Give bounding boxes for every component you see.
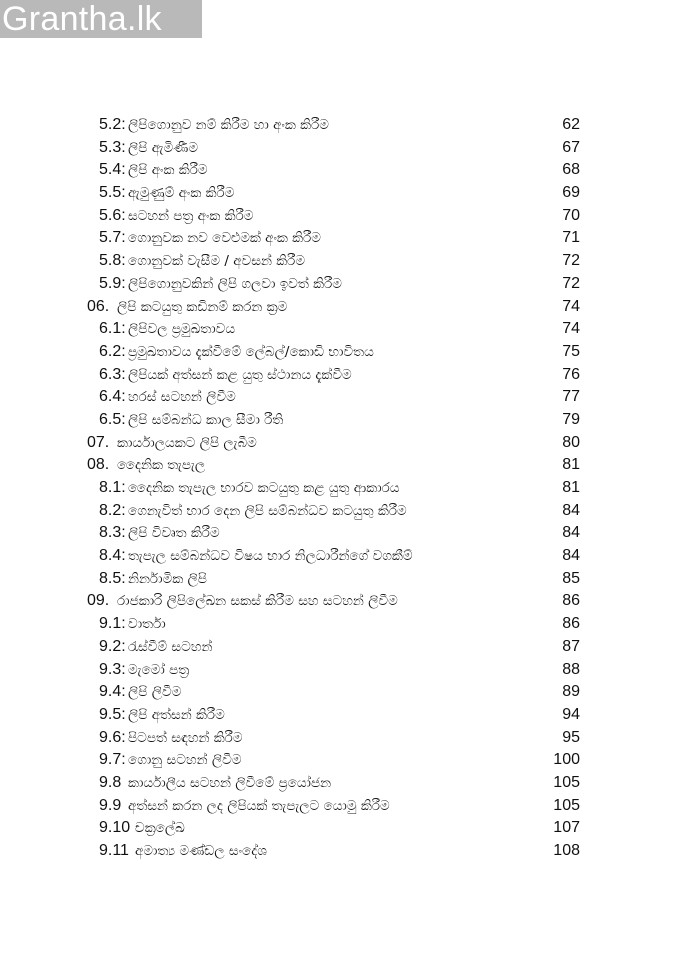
toc-entry-page: 86 [562,615,580,633]
toc-entry-number: 6.5: [99,410,126,428]
toc-entry [0,795,676,818]
toc-entry-title: ලිපියක් අත්සන් කළ යුතු ස්ථානය දැක්වීම [128,366,352,383]
toc-entry [0,727,676,750]
toc-entry-number: 9.10 [99,819,131,837]
toc-entry-title: පිටපත් සඳහන් කිරීම [128,729,243,746]
toc-entry-page: 108 [553,842,580,859]
toc-entry-number: 9.9 [99,796,122,814]
toc-entry-page: 84 [562,524,580,542]
toc-entry-number: 9.11 [99,842,129,859]
toc-entry-page: 74 [562,297,580,315]
watermark-logo: Grantha.lk [0,0,202,38]
toc-entry-page: 105 [553,796,580,814]
toc-entry [0,318,676,341]
toc-entry [0,341,676,364]
toc-entry-page: 81 [562,456,580,474]
toc-entry [0,137,676,160]
toc-entry-number: 5.3: [99,138,126,156]
toc-entry-number: 5.8: [99,252,126,270]
toc-entry-page: 107 [553,819,580,837]
toc-entry-title: ප්‍රමුඛතාවය දැක්වීමේ ලේබල්/කොඩි භාවිතය [128,343,374,360]
toc-entry-number: 8.2: [99,501,126,519]
toc-entry-page: 105 [553,773,580,791]
toc-entry-title: චක්‍රලේඛ [135,820,185,837]
toc-entry [0,159,676,182]
toc-entry-number: 6.3: [99,365,126,383]
toc-entry-title: ගොනුවක නව වෙළුමක් අංක කිරීම [128,230,321,247]
toc-entry-page: 77 [562,388,580,406]
toc-entry-title: ලිපි සම්බන්ධ කාල සීමා රීති [128,411,284,428]
toc-entry-number: 5.9: [99,274,126,292]
toc-entry-title: වාර්තා [128,616,166,633]
toc-entry-title: ලිපිගොනුව නම් කිරීම හා අංක කිරීම [128,117,329,133]
toc-entry [0,568,676,591]
toc-entry-page: 62 [562,116,580,133]
toc-entry-page: 76 [562,365,580,383]
toc-entry-number: 9.2: [99,637,126,655]
toc-entry-title: ලිපි කටයුතු කඩිනම් කරන ක්‍රම [117,298,288,315]
toc-entry-title: ලිපිවල ප්‍රමුඛතාවය [128,321,236,338]
toc-entry-number: 9.3: [99,660,126,678]
toc-entry [0,681,676,704]
toc-entry-number: 8.5: [99,569,126,587]
toc-entry [0,454,676,477]
toc-entry-number: 5.6: [99,206,126,224]
toc-entry-page: 89 [562,683,580,701]
toc-entry-page: 69 [562,184,580,202]
toc-entry-title: සටහන් පත්‍ර අංක කිරීම [128,207,254,224]
toc-entry-page: 75 [562,342,580,360]
toc-entry-title: අත්සන් කරන ලද ලිපියක් තැපැලට යොමු කිරීම [128,797,390,814]
toc-entry-number: 8.1: [99,479,126,496]
toc-entry [0,273,676,296]
toc-entry [0,114,676,137]
toc-entry-number: 09. [87,592,110,610]
toc-entry-page: 84 [562,501,580,519]
toc-entry-number: 9.6: [99,728,126,746]
toc-entry [0,840,676,863]
toc-entry-title: කාර්යාලීය සටහන් ලිවීමේ ප්‍රයෝජන [128,774,332,791]
toc-entry-page: 80 [562,433,580,451]
toc-entry-page: 88 [562,660,580,678]
toc-entry-number: 8.3: [99,524,126,542]
toc-entry-title: ගොනු සටහන් ලිවීම [128,752,242,769]
toc-entry-number: 9.4: [99,683,126,701]
toc-entry-number: 07. [87,433,110,451]
toc-entry-page: 71 [562,229,580,247]
toc-entry-page: 85 [562,569,580,587]
toc-entry-title: මැමෝ පත්‍ර [128,661,190,678]
toc-entry-title: ලිපි අත්සන් කිරීම [128,706,225,723]
toc-entry-title: ලිපි ඇමිණීම [128,139,199,156]
toc-entry-page: 72 [562,274,580,292]
toc-entry-page: 87 [562,637,580,655]
toc-entry [0,545,676,568]
toc-entry [0,500,676,523]
toc-entry-title: ගොනුවක් වැසීම / අවසන් කිරීම [128,253,306,270]
toc-entry-page: 94 [562,705,580,723]
toc-entry-title: දෛනික තැපැල භාරව කටයුතු කළ යුතු ආකාරය [128,480,400,496]
toc-entry-page: 79 [562,410,580,428]
toc-entry [0,250,676,273]
toc-entry-title: රාජකාරි ලිපිලේඛන සකස් කිරීම සහ සටහන් ලිවීම [117,593,398,610]
toc-entry-title: තැපැල සම්බන්ධව විෂය භාර නිලධාරීන්ගේ වගකීම් [128,548,413,565]
toc-entry-page: 72 [562,252,580,270]
toc-entry-number: 6.1: [99,320,126,338]
toc-entry [0,659,676,682]
toc-entry-number: 5.4: [99,161,126,179]
toc-entry-page: 95 [562,728,580,746]
toc-entry-number: 08. [87,456,110,474]
toc-entry-number: 9.7: [99,751,126,769]
toc-entry-page: 86 [562,592,580,610]
toc-entry [0,817,676,840]
toc-entry-number: 8.4: [99,547,126,565]
toc-entry-page: 100 [553,751,580,769]
toc-entry-page: 84 [562,547,580,565]
toc-entry-number: 9.8 [99,773,122,791]
toc-entry [0,432,676,455]
toc-entry-title: ගෙනැවිත් භාර දෙන ලිපි සම්බන්ධව කටයුතු කිරීම [128,502,407,519]
toc-entry-title: කාර්යාලයකට ලිපි ලැබීම [117,434,257,451]
toc-entry-title: ලිපිගොනුවකින් ලිපි ගලවා ඉවත් කිරීම [128,275,342,292]
toc-entry [0,613,676,636]
toc-entry-number: 9.1: [99,615,126,633]
toc-entry [0,590,676,613]
table-of-contents [0,114,676,863]
toc-entry-title: ලිපි අංක කිරීම [128,162,208,179]
toc-entry-number: 5.2: [99,116,126,133]
toc-entry-number: 06. [87,297,110,315]
toc-entry [0,749,676,772]
toc-entry-number: 6.4: [99,388,126,406]
toc-entry [0,182,676,205]
toc-entry [0,522,676,545]
toc-entry [0,772,676,795]
toc-entry-title: රැස්වීම් සටහන් [128,638,213,655]
toc-entry [0,386,676,409]
toc-entry [0,636,676,659]
toc-entry-page: 74 [562,320,580,338]
toc-entry-page: 67 [562,138,580,156]
toc-entry-title: ලිපි විවෘත කිරීම [128,525,220,542]
toc-entry-page: 70 [562,206,580,224]
toc-entry [0,227,676,250]
toc-entry-title: දෛනික තැපැල [117,457,206,474]
toc-entry-title: ලිපි ලිවීම [128,684,182,701]
toc-entry [0,477,676,500]
toc-entry [0,364,676,387]
toc-entry-title: ඇමුණුම් අංක කිරීම [128,185,235,202]
toc-entry-number: 9.5: [99,705,126,723]
toc-entry-page: 81 [562,479,580,496]
toc-entry-number: 5.5: [99,184,126,202]
toc-entry-number: 6.2: [99,342,126,360]
toc-entry [0,296,676,319]
toc-entry [0,409,676,432]
toc-entry-title: නිර්නාමික ලිපි [128,570,207,587]
toc-entry [0,205,676,228]
toc-entry-title: හරස් සටහන් ලිවීම [128,389,236,406]
toc-entry [0,704,676,727]
toc-entry-number: 5.7: [99,229,126,247]
toc-entry-title: අමාත්‍ය මණ්ඩල සංදේශ [135,843,267,859]
toc-entry-page: 68 [562,161,580,179]
